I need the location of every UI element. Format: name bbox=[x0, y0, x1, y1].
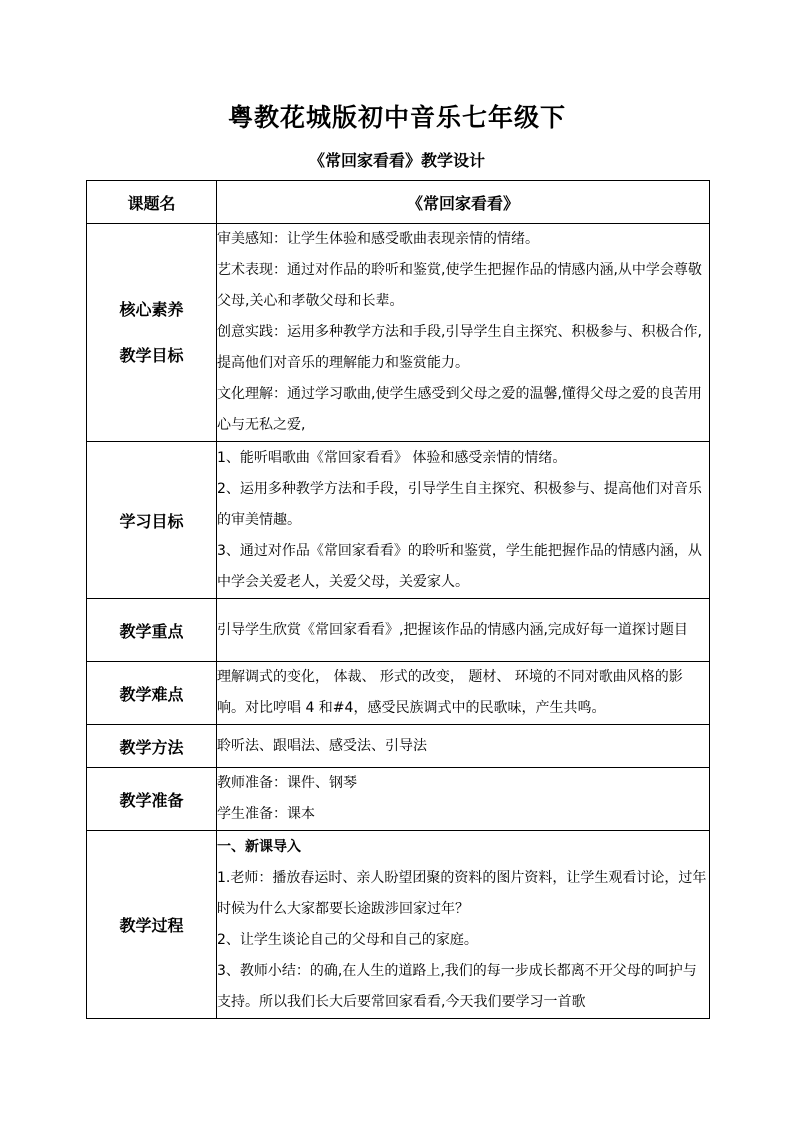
key-points-content: 引导学生欣赏《常回家看看》,把握该作品的情感内涵,完成好每一道探讨题目 bbox=[217, 599, 710, 662]
learning-goal-1: 1、能听唱歌曲《常回家看看》 体验和感受亲情的情绪。 bbox=[217, 449, 567, 466]
preparation-content bbox=[217, 768, 710, 831]
learning-goal-3: 3、通过对作品《常回家看看》的聆听和鉴赏，学生能把握作品的情感内涵，从中学会关爱老人，关爱父母，关爱家人。 bbox=[217, 542, 702, 590]
table-row-difficulties bbox=[87, 662, 710, 725]
table-row-process bbox=[87, 831, 710, 1019]
document-subtitle: 《常回家看看》教学设计 bbox=[308, 151, 485, 170]
table-row-methods bbox=[87, 725, 710, 768]
table-row-key-points bbox=[87, 599, 710, 662]
core-literacy-label bbox=[87, 224, 217, 442]
key-points-label: 教学重点 bbox=[87, 599, 217, 662]
preparation-label: 教学准备 bbox=[87, 768, 217, 831]
table-row-core-literacy bbox=[87, 224, 710, 442]
learning-goal-2: 2、运用多种教学方法和手段，引导学生自主探究、积极参与、提高他们对音乐的审美情趣。 bbox=[217, 480, 702, 528]
core-literacy-aesthetic: 审美感知：让学生体验和感受歌曲表现亲情的情绪。 bbox=[217, 231, 539, 247]
core-literacy-content bbox=[217, 224, 710, 442]
methods-label: 教学方法 bbox=[87, 725, 217, 768]
learning-goals-label: 学习目标 bbox=[87, 442, 217, 599]
table-row-topic bbox=[87, 181, 710, 224]
lesson-plan-table bbox=[86, 180, 710, 1019]
document-title: 粤教花城版初中音乐七年级下 bbox=[227, 103, 566, 132]
topic-value: 《常回家看看》 bbox=[217, 181, 710, 224]
difficulties-content: 理解调式的变化， 体裁、 形式的改变， 题材、 环境的不同对歌曲风格的影响。对比哼唱 4 和#4，感受民族调式中的民歌味，产生共鸣。 bbox=[217, 662, 710, 725]
process-step-3: 3、教师小结：的确,在人生的道路上,我们的每一步成长都离不开父母的呵护与支持。所以我们长大后要常回家看看,今天我们要学习一首歌 bbox=[217, 962, 697, 1010]
topic-label: 课题名 bbox=[87, 181, 217, 224]
teacher-preparation: 教师准备：课件、钢琴 bbox=[217, 775, 357, 791]
learning-goals-content bbox=[217, 442, 710, 599]
student-preparation: 学生准备：课本 bbox=[217, 806, 315, 822]
core-literacy-expression: 艺术表现：通过对作品的聆听和鉴赏,使学生把握作品的情感内涵,从中学会尊敬父母,关心和孝敬父母和长辈。 bbox=[217, 262, 702, 309]
process-content bbox=[217, 831, 710, 1019]
process-step-1: 1.老师：播放春运时、亲人盼望团聚的资料的图片资料，让学生观看讨论，过年时候为什么大家都要长途跋涉回家过年？ bbox=[217, 869, 707, 917]
table-row-learning-goals bbox=[87, 442, 710, 599]
core-literacy-label-line1: 核心素养 bbox=[119, 299, 184, 319]
core-literacy-culture: 文化理解：通过学习歌曲,使学生感受到父母之爱的温馨,懂得父母之爱的良苦用心与无私之爱, bbox=[217, 386, 702, 433]
process-heading: 一、新课导入 bbox=[217, 838, 301, 855]
difficulties-label: 教学难点 bbox=[87, 662, 217, 725]
process-step-2: 2、让学生谈论自己的父母和自己的家庭。 bbox=[217, 931, 478, 948]
methods-content: 聆听法、跟唱法、感受法、引导法 bbox=[217, 725, 710, 768]
core-literacy-label-line2: 教学目标 bbox=[119, 345, 184, 365]
core-literacy-practice: 创意实践：运用多种教学方法和手段,引导学生自主探究、积极参与、积极合作,提高他们对音乐的理解能力和鉴赏能力。 bbox=[217, 324, 702, 371]
table-row-preparation bbox=[87, 768, 710, 831]
process-label: 教学过程 bbox=[87, 831, 217, 1019]
